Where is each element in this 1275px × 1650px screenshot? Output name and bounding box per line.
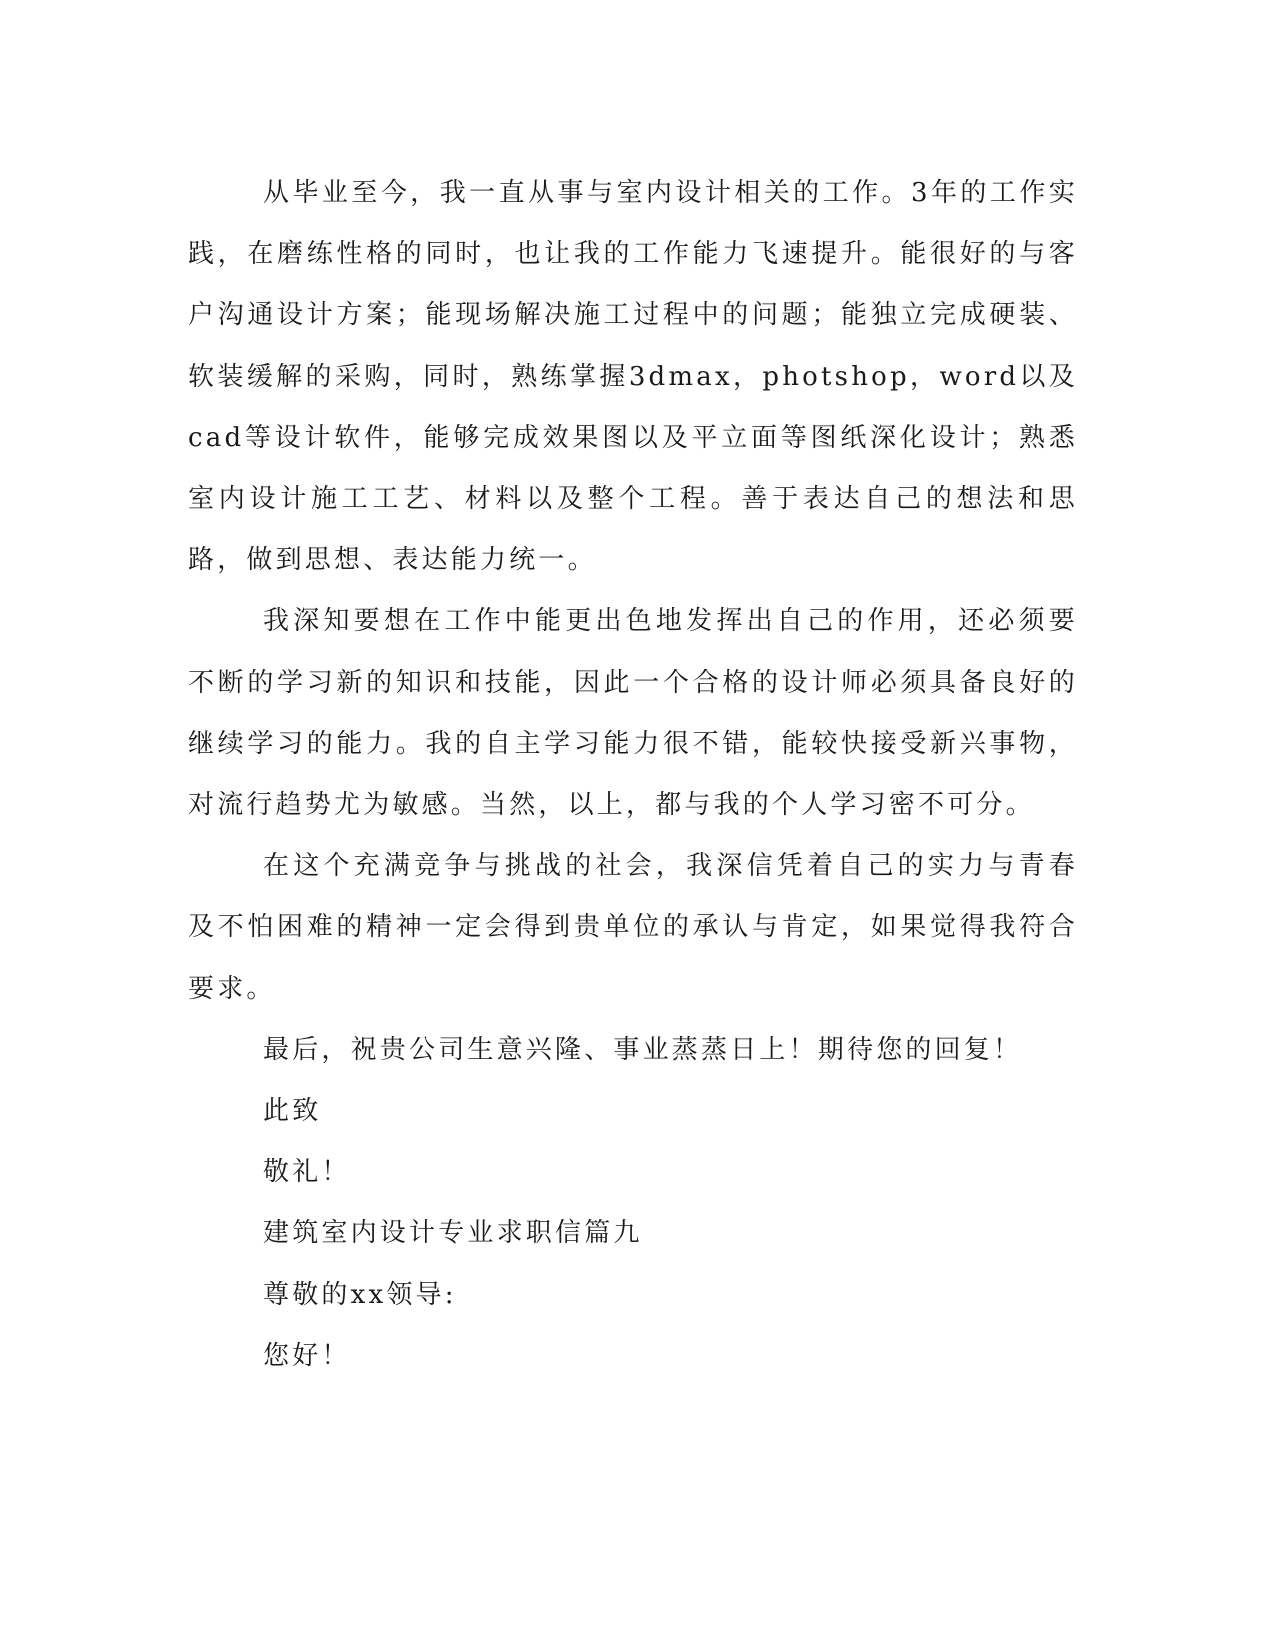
paragraph-learning: 我深知要想在工作中能更出色地发挥出自己的作用，还必须要不断的学习新的知识和技能，因此一个合格的设计师必须具备良好的继续学习的能力。我的自主学习能力很不错，能较快接受新兴事物，对流行趋势尤为敏感。当然，以上，都与我的个人学习密不可分。 [188, 606, 1078, 821]
section-heading: 建筑室内设计专业求职信篇九 [263, 1218, 643, 1249]
salutation-jingli: 敬礼！ [263, 1157, 351, 1188]
paragraph-experience: 从毕业至今，我一直从事与室内设计相关的工作。3年的工作实践，在磨练性格的同时，也让我的工作能力飞速提升。能很好的与客户沟通设计方案；能现场解决施工过程中的问题；能独立完成硬装、软装缓解的采购，同时，熟练掌握3dmax，photshop，word以及cad等设计软件，能够完成效果图以及平立面等图纸深化设计；熟悉室内设计施工工艺、材料以及整个工程。善于表达自己的想法和思路，做到思想、表达能力统一。 [188, 178, 1078, 576]
greeting-hello: 您好！ [263, 1340, 351, 1371]
letter-body [188, 163, 1078, 1387]
closing-wishes: 最后，祝贵公司生意兴隆、事业蒸蒸日上！期待您的回复！ [263, 1034, 1023, 1065]
salutation-cizhi: 此致 [263, 1096, 322, 1127]
paragraph-confidence: 在这个充满竞争与挑战的社会，我深信凭着自己的实力与青春及不怕困难的精神一定会得到贵单位的承认与肯定，如果觉得我符合要求。 [188, 851, 1078, 1004]
greeting-recipient: 尊敬的xx领导: [263, 1279, 457, 1310]
